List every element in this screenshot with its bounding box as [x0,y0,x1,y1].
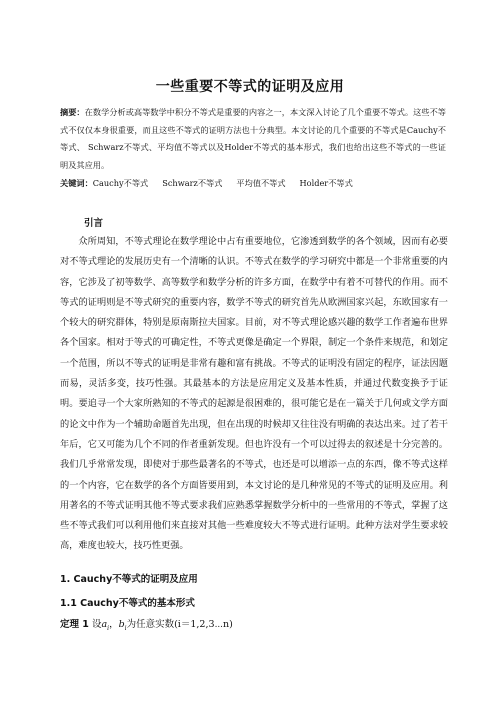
keywords [60,176,450,190]
keyword-item: Schwarz不等式 [162,178,223,188]
keyword-item: Cauchy不等式 [92,178,149,188]
keywords-label: 关键词： [60,178,93,188]
sub-b: i [124,624,127,632]
var-b: b [118,619,125,630]
abstract-label: 摘要： [60,107,85,117]
theorem-label: 定理 1 [60,619,89,630]
intro-heading: 引言 [84,218,104,229]
abstract-text: 在数学分析或高等数学中积分不等式是重要的内容之一，本文深入讨论了几个重要不等式。这些不等式不仅仅本身很重要，而且这些不等式的证明方法也十分典型。本文讨论的几个重要的不等式是Cauchy不等式、 Schwarz不等式、平均值不等式以及Holder不等式的基本形式，我们也给出这些不等式的一些证明及其应用。 [60,107,446,170]
theorem-post: 为任意实数(i＝1,2,3⋯n) [126,619,233,630]
abstract [60,104,446,174]
var-a: a [101,619,108,630]
keyword-item: Holder不等式 [299,178,353,188]
keyword-item: 平均值不等式 [236,178,286,188]
theorem-sep: ， [109,619,119,630]
theorem-1 [60,616,233,632]
intro-paragraph: 众所周知，不等式理论在数学理论中占有重要地位，它渗透到数学的各个领域，因而有必要对不等式理论的发展历史有一个清晰的认识。不等式在数学的学习研究中都是一个非常重要的内容，它涉及了初等数学、高等数学和数学分析的许多方面，在数学中有着不可替代的作用。而不等式的证明则是不等式研究的重要内容，数学不等式的研究首先从欧洲国家兴起，东欧国家有一个较大的研究群体，特别是原南斯拉夫国家。目前，对不等式理论感兴趣的数学工作者遍布世界各个国家。相对于等式的可确定性，不等式更像是确定一个界限，制定一个条件来规范，和划定一个范围，所以不等式的证明是非常有趣和富有挑战。不等式的证明没有固定的程序，证法因题而易，灵活多变，技巧性强。其最基本的方法是应用定义及基本性质，并通过代数变换予于证明。要追寻一个大家所熟知的不等式的起源是很困难的，很可能它是在一篇关于几何或文学方面的论文中作为一个辅助命题首先出现，但在出现的时候却又往往没有明确的表达出来。过了若干年后，它又可能为几个不同的作者重新发现。但也许没有一个可以过得去的叙述是十分完善的。我们几乎常常发现，即使对于那些最著名的不等式，也还是可以增添一点的东西，像不等式这样的一个内容，它在数学的各个方面皆要用到，本文讨论的是几种常见的不等式的证明及应用。利用著名的不等式证明其他不等式要求我们应熟悉掌握数学分析中的一些常用的不等式，掌握了这些不等式我们可以利用他们来直接对其他一些难度较大不等式进行证明。此种方法对学生要求较高，难度也较大，技巧性更强。 [60,236,448,552]
paper-title: 一些重要不等式的证明及应用 [155,79,345,95]
sub-a: i [107,624,110,632]
subsection-heading: 1.1 Cauchy不等式的基本形式 [60,598,195,609]
section-heading: 1. Cauchy不等式的证明及应用 [60,574,198,585]
theorem-pre: 设 [91,619,102,630]
